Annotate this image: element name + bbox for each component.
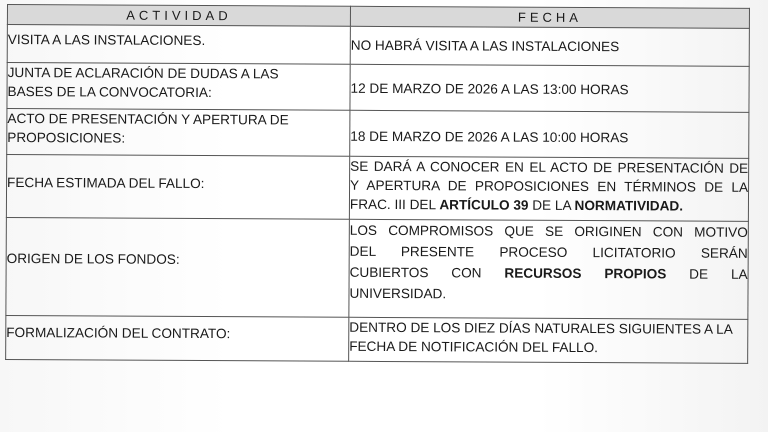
date-cell	[350, 64, 749, 112]
table-row	[6, 315, 748, 363]
date-text-line	[350, 195, 748, 216]
date-cell	[350, 26, 749, 66]
header-date: FECHA	[350, 6, 749, 28]
funding-source: RECURSOS PROPIOS	[504, 265, 667, 282]
date-cell	[349, 317, 748, 363]
header-activity: ACTIVIDAD	[7, 5, 350, 27]
schedule-table	[5, 4, 750, 364]
date-text-line: SE DARÁ A CONOCER EN EL ACTO DE PRESENTACIÓN DE	[350, 158, 749, 176]
activity-text-line: ACTO DE PRESENTACIÓN Y APERTURA DE	[7, 111, 289, 128]
activity-text: FORMALIZACIÓN DEL CONTRATO:	[6, 325, 231, 342]
activity-text: VISITA A LAS INSTALACIONES.	[7, 32, 206, 49]
date-text: NO HABRÁ VISITA A LAS INSTALACIONES	[350, 37, 620, 55]
date-text: 12 DE MARZO DE 2026 A LAS 13:00 HORAS	[350, 80, 629, 98]
activity-text-line: JUNTA DE ACLARACIÓN DE DUDAS A LAS	[7, 65, 279, 82]
activity-cell	[7, 63, 350, 111]
date-text-line	[350, 262, 748, 285]
date-text-line: Y APERTURA DE PROPOSICIONES EN TÉRMINOS DE LA	[350, 177, 749, 195]
activity-cell	[6, 217, 350, 317]
table-row	[7, 63, 749, 113]
date-text-line: LOS COMPROMISOS QUE SE ORIGINEN CON MOTIVO	[349, 222, 748, 240]
activity-text-line: BASES DE LA CONVOCATORIA:	[7, 84, 212, 101]
table-row	[7, 109, 749, 159]
activity-text: FECHA ESTIMADA DEL FALLO:	[7, 175, 205, 192]
date-cell	[349, 219, 749, 319]
activity-cell	[7, 25, 350, 65]
activity-cell	[7, 109, 350, 157]
date-text-part: DE LA	[528, 197, 575, 213]
normativity-reference: NORMATIVIDAD.	[574, 197, 684, 214]
article-reference: ARTÍCULO 39	[439, 197, 529, 213]
date-text-part: CUBIERTOS CON	[349, 264, 505, 281]
date-text-line: UNIVERSIDAD.	[349, 285, 447, 302]
table-row	[6, 217, 749, 319]
table-row	[6, 155, 748, 222]
activity-cell	[6, 155, 349, 220]
date-text-line: DEL PRESENTE PROCESO LICITATORIO SERÁN	[349, 243, 748, 261]
activity-text: ORIGEN DE LOS FONDOS:	[6, 251, 180, 267]
activity-cell	[6, 315, 349, 361]
date-cell	[349, 156, 748, 221]
date-text-line: DENTRO DE LOS DIEZ DÍAS NATURALES SIGUIENTES A LA	[349, 319, 733, 337]
date-text: 18 DE MARZO DE 2026 A LAS 10:00 HORAS	[350, 128, 629, 146]
table-row	[7, 25, 749, 67]
date-text-part: FRAC. III DEL	[349, 196, 440, 213]
date-cell	[350, 110, 749, 158]
activity-text-line: PROPOSICIONES:	[7, 130, 126, 146]
date-text-line: FECHA DE NOTIFICACIÓN DEL FALLO.	[349, 338, 599, 356]
date-text-part: DE LA	[666, 266, 748, 282]
